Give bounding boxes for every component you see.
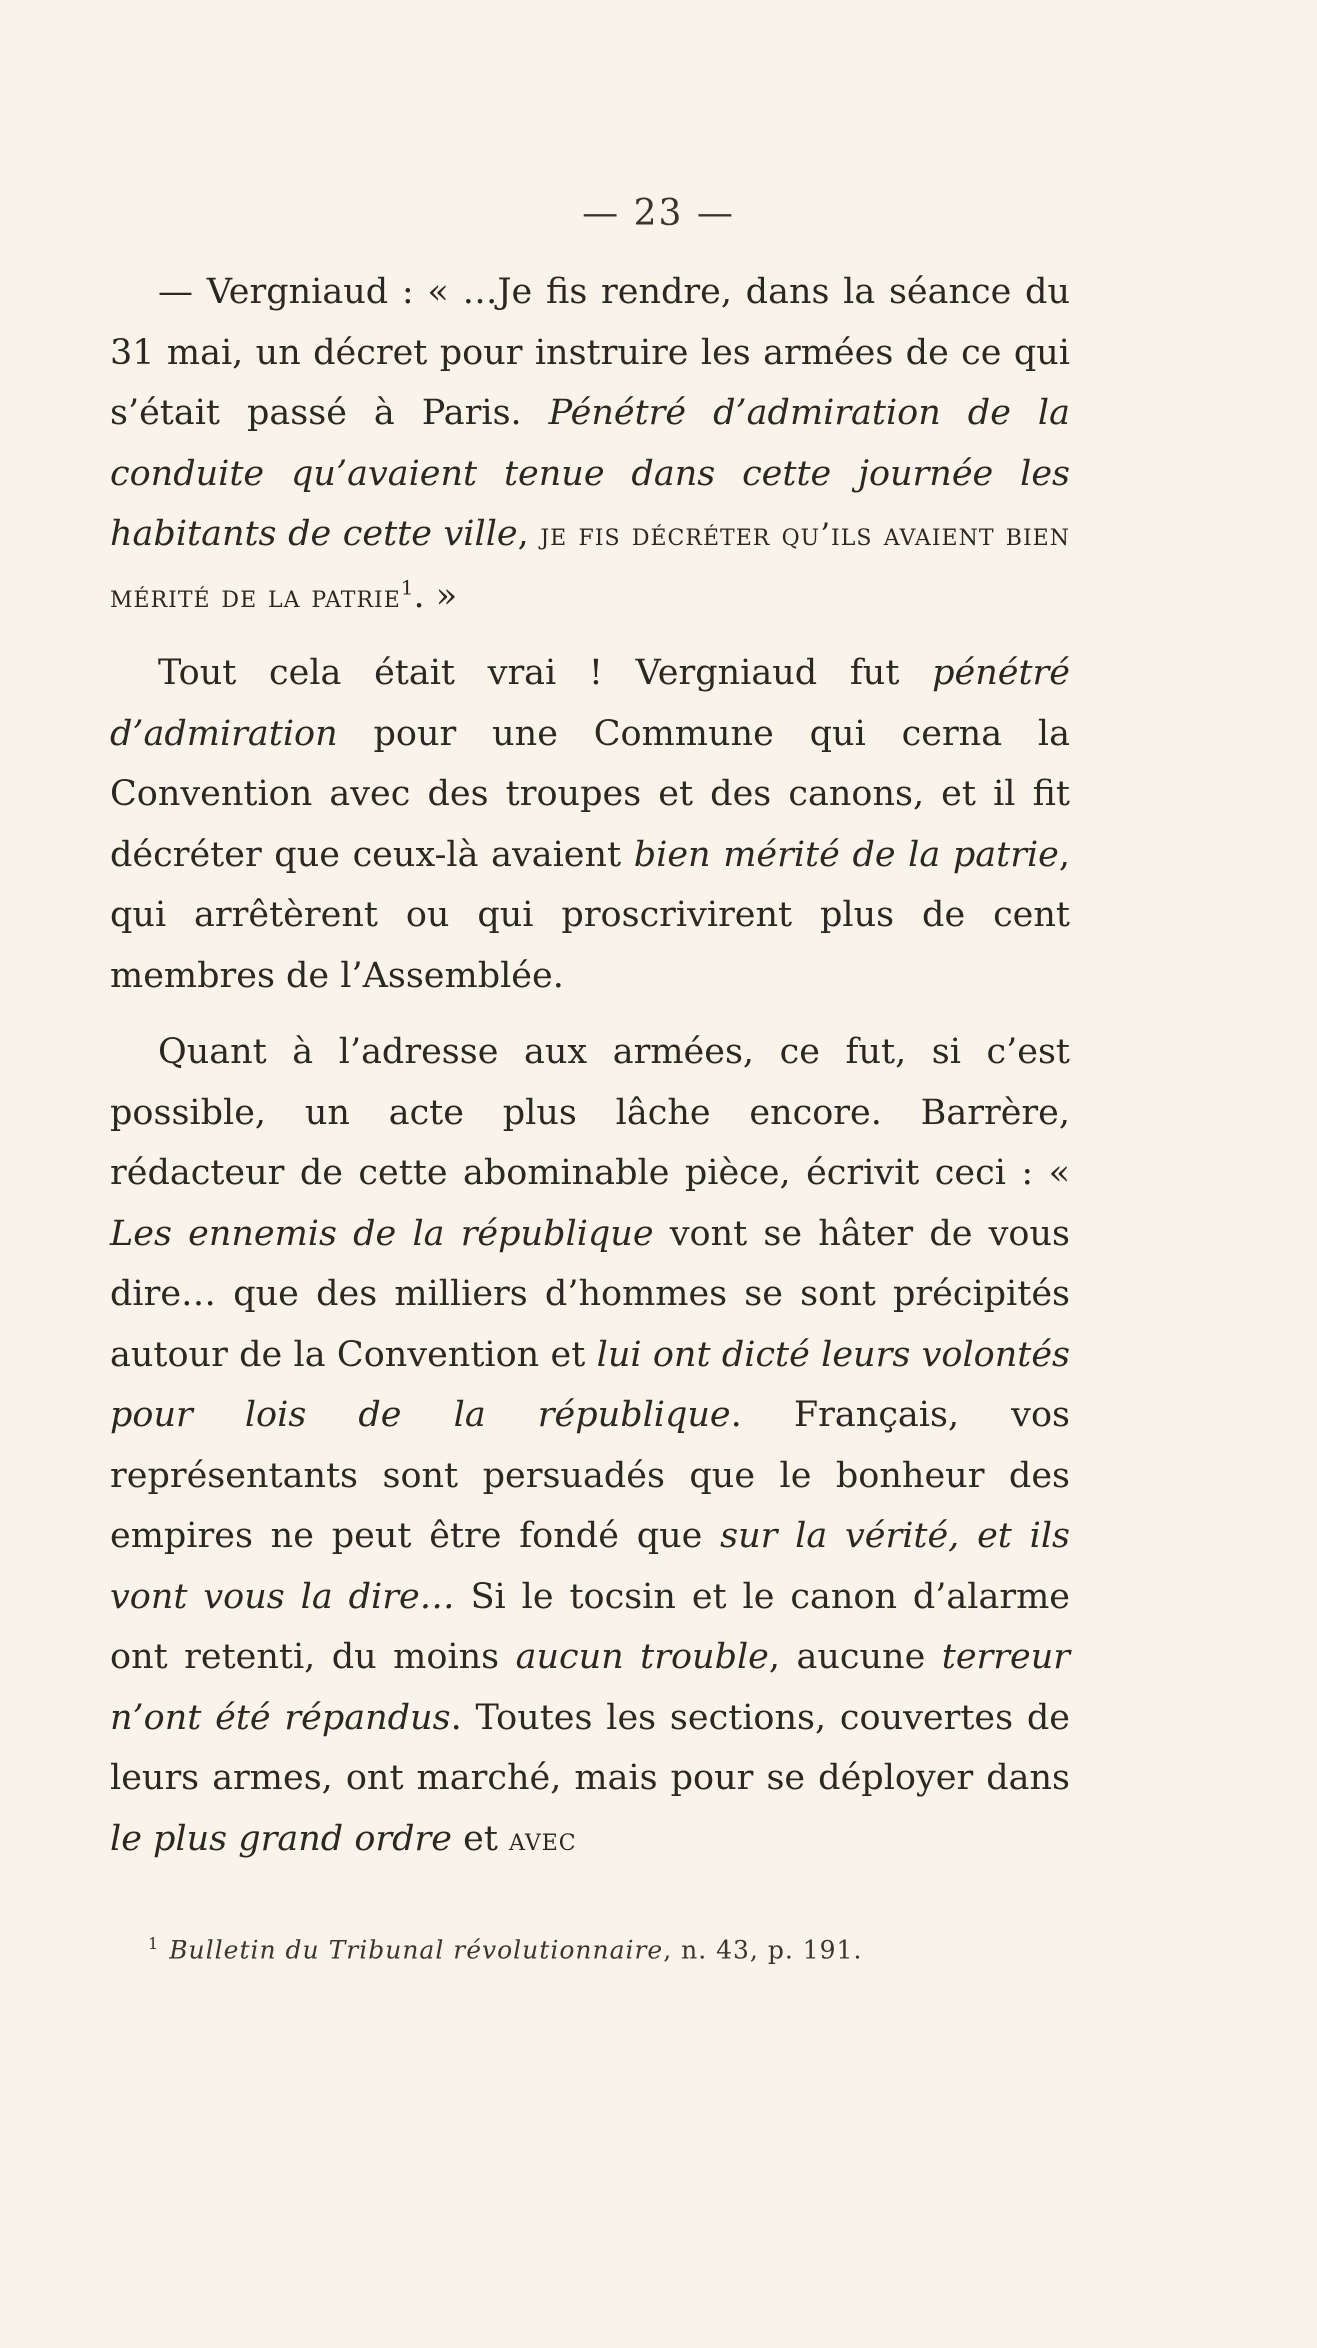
italic-text: lui ont dicté leurs volontés pour lois de la république (110, 1334, 1070, 1435)
text-run: Si le tocsin et le canon d’alarme ont retenti, du moins (110, 1576, 1070, 1677)
italic-text: sur la vérité, et ils vont vous la dire… (110, 1516, 1070, 1617)
text-run: , (517, 514, 541, 554)
page-number: — 23 — (582, 193, 735, 234)
paragraph (110, 643, 1070, 1006)
italic-text: Les ennemis de la république (110, 1213, 654, 1254)
text-run: . Toutes les sections, couvertes de leurs armes, ont marché, mais pour se déployer dans (110, 1697, 1070, 1798)
footnote-reference-mark: 1 (400, 574, 414, 599)
footnote-reference: , n. 43, p. 191. (663, 1935, 863, 1965)
footnote (148, 1934, 1048, 1964)
text-run: vont se hâter de vous dire… que des milliers d’hommes se sont précipités autour de la Convention et (110, 1213, 1070, 1375)
text-run: , qui arrêtèrent ou qui proscrivirent plus de cent membres de l’Assemblée. (110, 834, 1070, 996)
text-run: . Français, vos représentants sont persuadés que le bonheur des empires ne peut être fondé que (110, 1395, 1070, 1556)
text-run: Tout cela était vrai ! Vergniaud fut (158, 653, 933, 693)
footnote-title: Bulletin du Tribunal révolutionnaire (169, 1935, 664, 1965)
italic-text: terreur n’ont été répandus (110, 1637, 1070, 1738)
text-run: — Vergniaud : « …Je fis rendre, dans la séance du 31 mai, un décret pour instruire les armées de ce qui s’était passé à Paris. (110, 272, 1070, 433)
italic-text: aucun trouble (515, 1637, 769, 1677)
italic-text: pénétré d’admiration (110, 653, 1070, 754)
text-run: . » (413, 575, 458, 616)
small-caps-text: avec (509, 1821, 577, 1858)
text-run: pour une Commune qui cerna la Convention avec des troupes et des canons, et il fit décréter que ceux-là avaient (110, 713, 1070, 875)
text-run: Quant à l’adresse aux armées, ce fut, si c’est possible, un acte plus lâche encore. Barrère, rédacteur de cette abominable pièce, écrivit ceci : « (110, 1032, 1070, 1193)
italic-text: le plus grand ordre (110, 1818, 452, 1859)
italic-text: Pénétré d’admiration de la conduite qu’avaient tenue dans cette journée les habitants de cette ville (110, 393, 1070, 554)
paragraph (110, 262, 1070, 627)
text-run: , aucune (768, 1637, 942, 1677)
text-run: et (452, 1818, 510, 1859)
small-caps-text: je fis décréter qu’ils avaient bien mérité de la patrie (110, 517, 1070, 615)
body-text (110, 262, 1070, 1870)
footnote-marker: 1 (148, 1934, 160, 1953)
italic-text: bien mérité de la patrie (633, 834, 1059, 875)
paragraph (110, 1022, 1070, 1870)
